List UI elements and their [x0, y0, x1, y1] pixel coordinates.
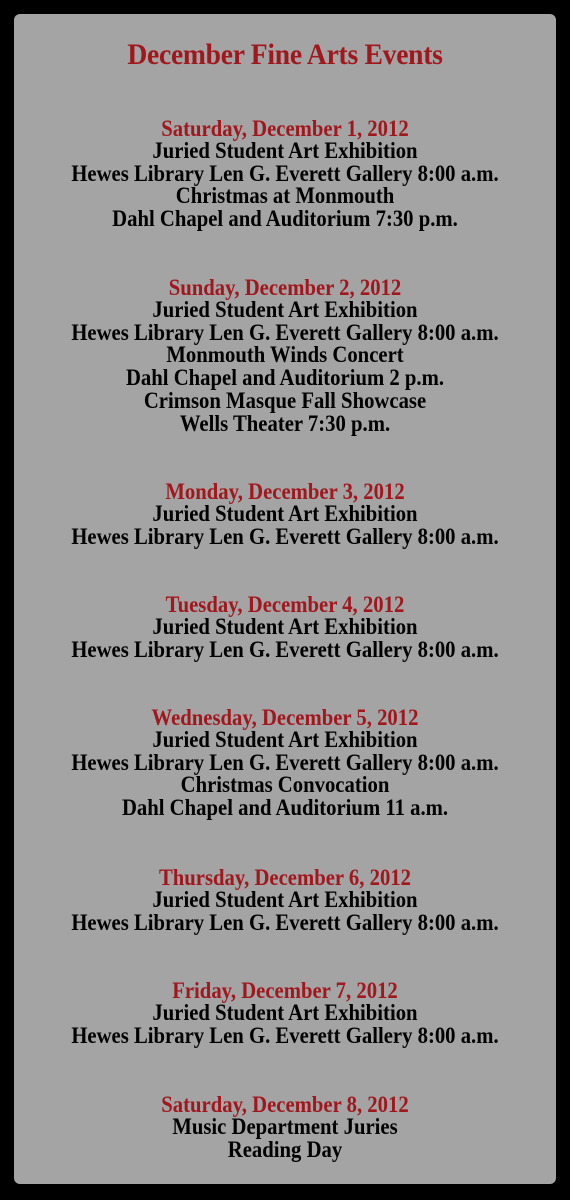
event-line: Christmas at Monmouth — [175, 183, 395, 209]
event-line: Juried Student Art Exhibition — [152, 887, 418, 912]
event-line: Juried Student Art Exhibition — [152, 614, 418, 639]
event-line: Hewes Library Len G. Everett Gallery 8:00 a.m. — [71, 749, 499, 775]
event-date: Saturday, December 1, 2012 — [161, 116, 409, 141]
event-line: Hewes Library Len G. Everett Gallery 8:00 a.m. — [71, 1022, 499, 1048]
event-line: Christmas Convocation — [180, 772, 390, 798]
events-panel — [14, 14, 556, 1184]
event-line: Hewes Library Len G. Everett Gallery 8:00 a.m. — [71, 160, 499, 186]
page-title: December Fine Arts Events — [127, 38, 443, 71]
event-line: Hewes Library Len G. Everett Gallery 8:00 a.m. — [71, 636, 499, 662]
day-block — [14, 276, 556, 435]
event-line: Juried Student Art Exhibition — [152, 297, 418, 322]
event-line: Music Department Juries — [172, 1114, 398, 1139]
event-date: Friday, December 7, 2012 — [172, 978, 398, 1003]
event-date: Wednesday, December 5, 2012 — [151, 705, 419, 730]
event-line: Hewes Library Len G. Everett Gallery 8:00 a.m. — [71, 909, 499, 935]
day-block — [14, 117, 556, 231]
day-block — [14, 593, 556, 661]
event-date: Thursday, December 6, 2012 — [158, 865, 412, 890]
event-date: Monday, December 3, 2012 — [165, 479, 405, 504]
event-line: Dahl Chapel and Auditorium 7:30 p.m. — [112, 206, 458, 232]
event-line: Monmouth Winds Concert — [166, 342, 404, 368]
day-block — [14, 979, 556, 1047]
day-block — [14, 706, 556, 820]
event-line: Juried Student Art Exhibition — [152, 138, 418, 163]
event-line: Juried Student Art Exhibition — [152, 501, 418, 526]
event-date: Tuesday, December 4, 2012 — [165, 592, 405, 617]
event-line: Crimson Masque Fall Showcase — [143, 387, 427, 413]
event-line: Juried Student Art Exhibition — [152, 1000, 418, 1025]
event-line: Dahl Chapel and Auditorium 2 p.m. — [125, 365, 445, 391]
day-block — [14, 480, 556, 548]
day-block — [14, 866, 556, 934]
event-line: Reading Day — [227, 1136, 343, 1162]
event-line: Hewes Library Len G. Everett Gallery 8:00 a.m. — [71, 523, 499, 549]
event-date: Saturday, December 8, 2012 — [161, 1092, 409, 1117]
event-line: Hewes Library Len G. Everett Gallery 8:00 a.m. — [71, 319, 499, 345]
event-date: Sunday, December 2, 2012 — [168, 275, 402, 300]
event-line: Wells Theater 7:30 p.m. — [179, 410, 391, 436]
event-line: Juried Student Art Exhibition — [152, 727, 418, 752]
event-line: Dahl Chapel and Auditorium 11 a.m. — [121, 795, 449, 821]
day-block — [14, 1093, 556, 1161]
